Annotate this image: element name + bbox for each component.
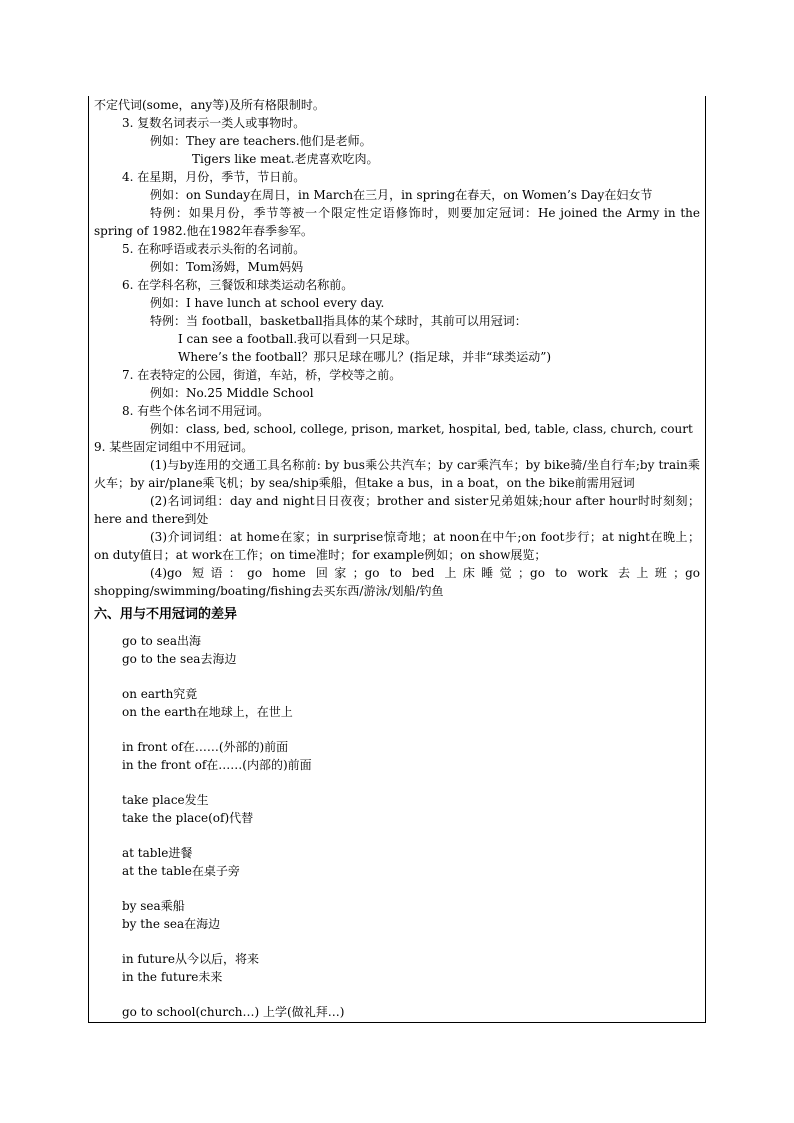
document-body xyxy=(94,96,700,1021)
phrase-without-article: in future从今以后，将来 xyxy=(122,952,259,966)
phrase-group-4: (4)go 短语：go home 回家；go to bed 上床睡觉；go to work 去上班；go shopping/swimming/boating/fishing去买东西/游泳/划船/钓鱼 xyxy=(94,566,700,598)
phrase-with-article: on the earth在地球上，在世上 xyxy=(122,705,293,719)
phrase-without-article: in front of在……(外部的)前面 xyxy=(122,740,289,754)
example-line: 例如：Tom汤姆，Mum妈妈 xyxy=(150,260,304,274)
example-line: 例如：They are teachers.他们是老师。 xyxy=(150,134,372,148)
phrase-line: go to school(church…) 上学(做礼拜…) xyxy=(122,1005,345,1019)
contrast-pair xyxy=(94,685,700,721)
phrase-with-article: by the sea在海边 xyxy=(122,917,221,931)
rule-7: 7. 在表特定的公园，街道，车站，桥，学校等之前。 xyxy=(122,368,402,382)
rule-5: 5. 在称呼语或表示头衔的名词前。 xyxy=(122,242,306,256)
phrase-without-article: go to sea出海 xyxy=(122,634,201,648)
special-case-line: 特例：当 football，basketball指具体的某个球时，其前可以用冠词： xyxy=(150,314,527,328)
contrast-pair xyxy=(94,738,700,774)
example-line: 例如：on Sunday在周日，in March在三月，in spring在春天，on Women’s Day在妇女节 xyxy=(150,188,653,202)
phrase-with-article: in the future未来 xyxy=(122,970,223,984)
phrase-without-article: take place发生 xyxy=(122,793,209,807)
rule-8: 8. 有些个体名词不用冠词。 xyxy=(122,404,270,418)
phrase-group-2: (2)名词词组：day and night日日夜夜；brother and sister兄弟姐妹;hour after hour时时刻刻；here and there到处 xyxy=(94,494,700,526)
example-line: Tigers like meat.老虎喜欢吃肉。 xyxy=(192,152,379,166)
example-line: I can see a football.我可以看到一只足球。 xyxy=(178,332,418,346)
contrast-pair xyxy=(94,791,700,827)
phrase-with-article: in the front of在……(内部的)前面 xyxy=(122,758,312,772)
phrase-without-article: by sea乘船 xyxy=(122,899,185,913)
rule-4: 4. 在星期，月份，季节，节日前。 xyxy=(122,170,306,184)
phrase-without-article: at table进餐 xyxy=(122,846,193,860)
example-line: Where’s the football？那只足球在哪儿？(指足球，并非“球类运动”) xyxy=(178,350,552,364)
phrase-group-1: (1)与by连用的交通工具名称前: by bus乘公共汽车；by car乘汽车；by bike骑/坐自行车;by train乘火车；by air/plane乘飞机；by sea/ship乘船，但take a bus，in a boat，on the bike前需用冠词 xyxy=(94,458,700,490)
contrast-pair xyxy=(94,950,700,986)
example-line: 例如：class, bed, school, college, prison, market, hospital, bed, table, class, church, court xyxy=(150,422,693,436)
text-line: 不定代词(some，any等)及所有格限制时。 xyxy=(94,98,325,112)
contrast-pair xyxy=(94,844,700,880)
phrase-with-article: go to the sea去海边 xyxy=(122,652,237,666)
phrase-group-3: (3)介词词组：at home在家；in surprise惊奇地；at noon在中午;on foot步行；at night在晚上；on duty值日；at work在工作；on time准时；for example例如；on show展览； xyxy=(94,530,700,562)
section-title: 六、用与不用冠词的差异 xyxy=(94,607,238,622)
phrase-with-article: take the place(of)代替 xyxy=(122,811,254,825)
special-case-line: 特例：如果月份，季节等被一个限定性定语修饰时，则要加定冠词：He joined the Army in the spring of 1982.他在1982年春季参军。 xyxy=(94,206,700,238)
example-line: 例如：No.25 Middle School xyxy=(150,386,314,400)
phrase-with-article: at the table在桌子旁 xyxy=(122,864,240,878)
rule-9: 9. 某些固定词组中不用冠词。 xyxy=(94,440,254,454)
contrast-pair xyxy=(94,1003,700,1021)
rule-6: 6. 在学科名称，三餐饭和球类运动名称前。 xyxy=(122,278,354,292)
contrast-pair xyxy=(94,897,700,933)
phrase-without-article: on earth究竟 xyxy=(122,687,198,701)
contrast-pair xyxy=(94,632,700,668)
example-line: 例如：I have lunch at school every day. xyxy=(150,296,385,310)
rule-3: 3. 复数名词表示一类人或事物时。 xyxy=(122,116,306,130)
